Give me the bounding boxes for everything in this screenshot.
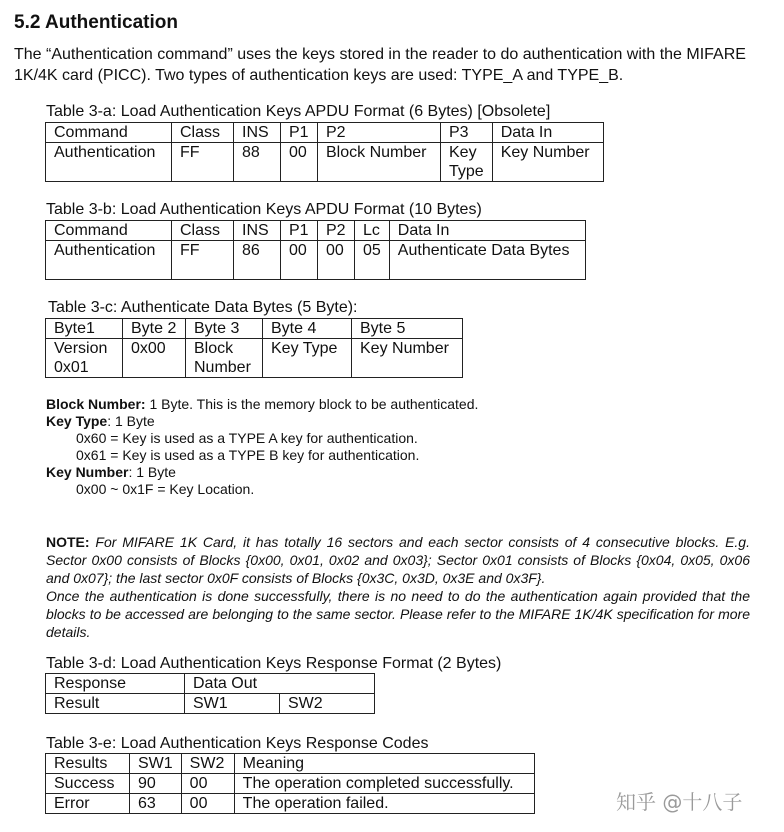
table-cell: Key Number [352,339,463,378]
intro-paragraph: The “Authentication command” uses the keys stored in the reader to do authentication with the MIFARE 1K/4K card (PICC). Two types of authentication keys are used: TYPE_A and TYPE_B. [14,46,746,84]
table-cell: 00 [281,241,318,280]
table-header-cell: Results [46,754,130,774]
table-cell [441,143,493,182]
table-cell: Result [46,694,185,714]
table-cell: 00 [181,794,234,814]
table-header-cell: Byte 2 [123,319,186,339]
note-label: NOTE: [46,534,90,550]
note-text: For MIFARE 1K Card, it has totally 16 sectors and each sector consists of 4 consecutive blocks. E.g. Sector 0x00 consists of Blocks {0x00, 0x01, 0x02 and 0x03}; Sector 0x01 consists of Blocks {0x04, 0x05, 0x06 and 0x07}; the last sector 0x0F consists of Blocks {0x3C, 0x3D, 0x3E and 0x3F}. [46,534,750,586]
table-cell: Authenticate Data Bytes [389,241,585,280]
table-header-cell: Data In [389,221,585,241]
table-header-cell: Command [46,221,172,241]
table-header-cell: SW2 [181,754,234,774]
table-3c [45,318,463,378]
table-cell: 86 [234,241,281,280]
table-header-cell: Response [46,674,185,694]
table-cell: 63 [130,794,182,814]
table-3b [45,220,586,280]
definition-key-number [46,464,478,481]
table-header-cell: P3 [441,123,493,143]
note-paragraph-2: Once the authentication is done successfully, there is no need to do the authentication again provided that the blocks to be accessed are belonging to the same sector. Please refer to the MIFARE 1K/4K specification for more details. [46,588,750,640]
definition-label: Block Number: [46,396,146,412]
byte3-line-2: Number [194,359,251,376]
table-cell [46,339,123,378]
table-cell: FF [172,241,234,280]
table-header-cell: P2 [318,221,355,241]
table-row [46,339,463,378]
section-heading: 5.2 Authentication [14,12,178,33]
field-definitions [46,396,478,498]
table-cell: 05 [355,241,390,280]
table-3d [45,673,375,714]
table-3a-caption: Table 3-a: Load Authentication Keys APDU Format (6 Bytes) [Obsolete] [46,103,551,120]
definition-text: : 1 Byte [107,413,155,429]
table-header-cell: Byte 4 [263,319,352,339]
table-cell: 00 [281,143,318,182]
table-cell [186,339,263,378]
table-header-cell: Meaning [234,754,534,774]
table-row [46,674,375,694]
table-3e-caption: Table 3-e: Load Authentication Keys Response Codes [46,735,429,752]
table-row [46,319,463,339]
table-cell: 00 [181,774,234,794]
byte1-line-1: Version [54,340,108,357]
table-cell: Success [46,774,130,794]
table-row [46,221,586,241]
table-header-cell: INS [234,221,281,241]
table-row [46,143,604,182]
table-3e [45,753,535,814]
table-header-cell: P2 [318,123,441,143]
table-3c-caption: Table 3-c: Authenticate Data Bytes (5 Byte): [48,299,358,316]
table-cell: Error [46,794,130,814]
table-3a [45,122,604,182]
table-header-cell: P1 [281,123,318,143]
definition-label: Key Type [46,413,108,429]
table-header-cell: Byte 5 [352,319,463,339]
table-header-cell: Data In [492,123,603,143]
table-cell: SW2 [280,694,375,714]
definition-value: 0x00 ~ 0x1F = Key Location. [76,481,255,497]
definition-text: 1 Byte. This is the memory block to be authenticated. [145,396,479,412]
table-cell: 0x00 [123,339,186,378]
table-cell: 90 [130,774,182,794]
table-header-cell: Class [172,221,234,241]
table-header-cell: SW1 [130,754,182,774]
table-row [46,241,586,280]
table-row [46,694,375,714]
table-3b-caption: Table 3-b: Load Authentication Keys APDU Format (10 Bytes) [46,201,482,218]
watermark: 知乎 @十八子 [616,790,743,814]
table-cell: SW1 [185,694,280,714]
table-row [46,774,535,794]
byte3-line-1: Block [194,340,234,357]
table-3d-caption: Table 3-d: Load Authentication Keys Response Format (2 Bytes) [46,655,502,672]
table-row [46,794,535,814]
table-cell: Authentication [46,241,172,280]
definition-label: Key Number [46,464,129,480]
p3-line-2: Type [449,163,484,180]
table-cell: The operation completed successfully. [234,774,534,794]
table-cell: 00 [318,241,355,280]
definition-value: 0x61 = Key is used as a TYPE B key for authentication. [76,447,420,463]
table-header-cell: Class [172,123,234,143]
definition-key-type [46,413,478,430]
definition-value: 0x60 = Key is used as a TYPE A key for authentication. [76,430,418,446]
table-cell: FF [172,143,234,182]
table-cell: Key Type [263,339,352,378]
table-header-cell: Byte1 [46,319,123,339]
note-block [46,533,750,641]
p3-line-1: Key [449,144,477,161]
definition-text: : 1 Byte [128,464,176,480]
table-header-cell: Byte 3 [186,319,263,339]
table-header-cell: Command [46,123,172,143]
table-row [46,123,604,143]
table-header-cell: Lc [355,221,390,241]
table-header-cell: Data Out [185,674,375,694]
table-cell: The operation failed. [234,794,534,814]
table-cell: Authentication [46,143,172,182]
note-paragraph-1 [46,533,750,587]
table-header-cell: INS [234,123,281,143]
table-row [46,754,535,774]
table-cell: Block Number [318,143,441,182]
byte1-line-2: 0x01 [54,359,89,376]
definition-block-number [46,396,478,413]
table-header-cell: P1 [281,221,318,241]
table-cell: Key Number [492,143,603,182]
table-cell: 88 [234,143,281,182]
